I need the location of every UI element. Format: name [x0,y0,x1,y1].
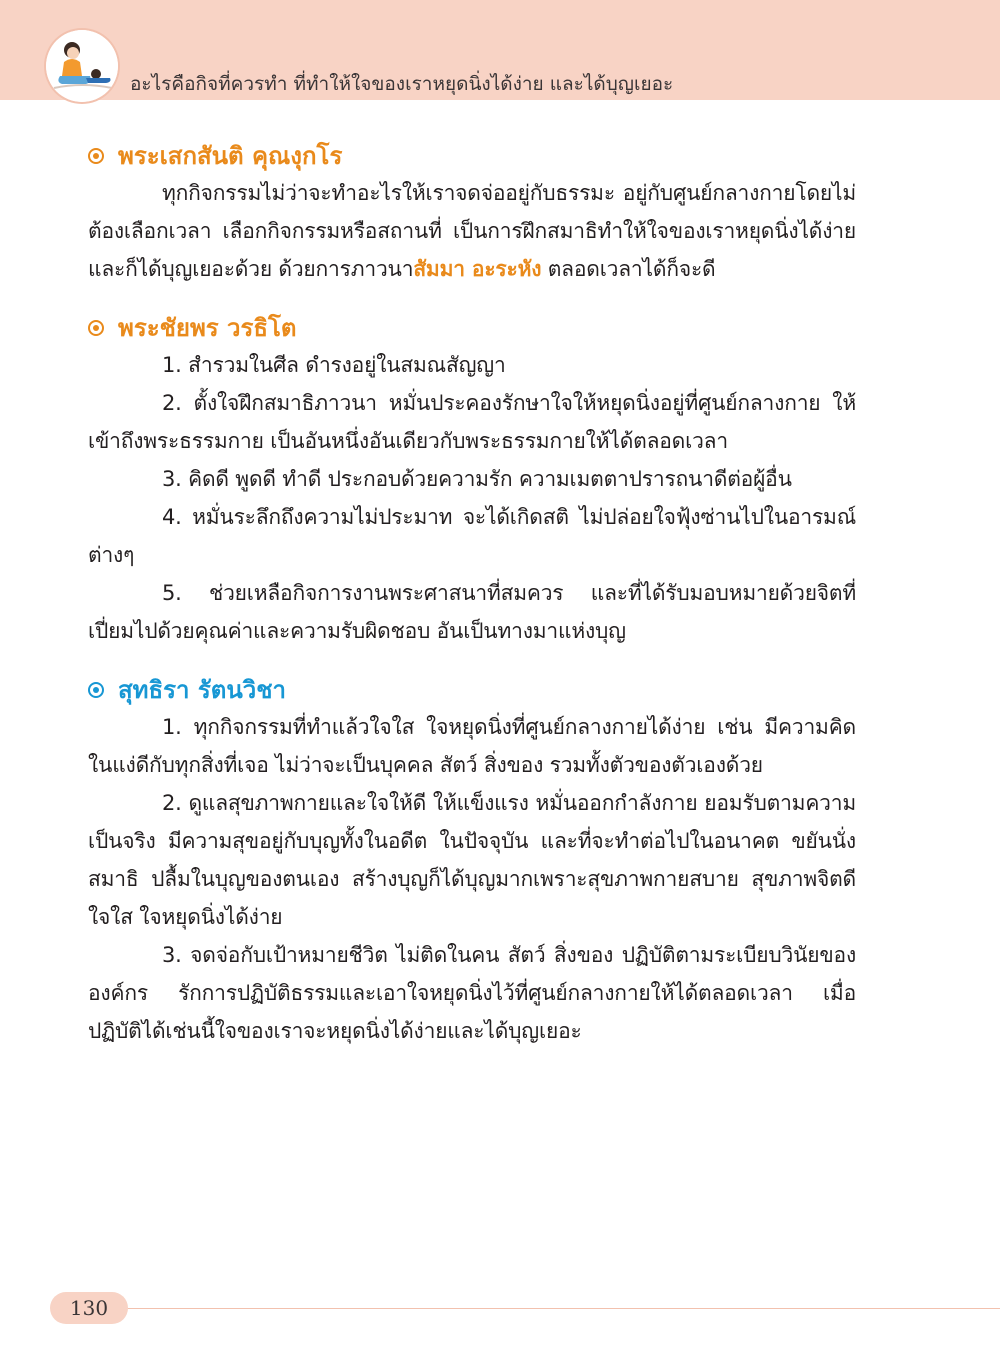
list-item: 5. ช่วยเหลือกิจการงานพระศาสนาที่สมควร และที่ได้รับมอบหมายด้วยจิตที่เปี่ยมไปด้วยคุณค่าและความรับผิดชอบ อันเป็นทางมาแห่งบุญ [88,581,856,643]
list-item: 3. จดจ่อกับเป้าหมายชีวิต ไม่ติดในคน สัตว์ สิ่งของ ปฏิบัติตามระเบียบวินัยขององค์กร รักการปฏิบัติธรรมและเอาใจหยุดนิ่งไว้ที่ศูนย์กลางกายให้ได้ตลอดเวลา เมื่อปฏิบัติได้เช่นนี้ใจของเราจะหยุดนิ่งได้ง่ายและได้บุญเยอะ [88,943,856,1043]
meditating-child-icon [46,30,118,102]
section-heading-text: สุทธิรา รัตนวิชา [118,676,286,704]
section-phra-seksanti [88,138,856,288]
footer-divider [120,1308,1000,1309]
list-item: 3. คิดดี พูดดี ทำดี ประกอบด้วยความรัก ความเมตตาปรารถนาดีต่อผู้อื่น [162,467,792,491]
main-content [88,138,856,1072]
meditating-child-illustration [46,30,118,102]
paragraph-text: ทุกกิจกรรมไม่ว่าจะทำอะไรให้เราจดจ่ออยู่กับธรรมะ อยู่กับศูนย์กลางกายโดยไม่ต้องเลือกเวลา เลือกกิจกรรมหรือสถานที่ เป็นการฝึกสมาธิทำให้ใจของเราหยุดนิ่งได้ง่ายและก็ได้บุญเยอะด้วย ด้วยการภาวนา [88,181,856,281]
list-item: 2. ตั้งใจฝึกสมาธิภาวนา หมั่นประคองรักษาใจให้หยุดนิ่งอยู่ที่ศูนย์กลางกาย ให้เข้าถึงพระธรรมกาย เป็นอันหนึ่งอันเดียวกับพระธรรมกายให้ได้ตลอดเวลา [88,391,856,453]
page-number: 130 [69,1296,109,1320]
highlighted-mantra: สัมมา อะระหัง [413,257,542,281]
section-heading-text: พระเสกสันติ คุณงุกโร [118,142,343,170]
running-header-title: อะไรคือกิจที่ควรทำ ที่ทำให้ใจของเราหยุดนิ่งได้ง่าย และได้บุญเยอะ [130,73,674,95]
circle-bullet-icon [88,682,104,698]
section-phra-chaiyaporn [88,310,856,650]
list-item: 4. หมั่นระลึกถึงความไม่ประมาท จะได้เกิดสติ ไม่ปล่อยใจฟุ้งซ่านไปในอารมณ์ต่างๆ [88,505,856,567]
section-heading-text: พระชัยพร วรธิโต [118,314,297,342]
circle-bullet-icon [88,148,104,164]
section-heading [88,672,856,708]
list-item: 1. สำรวมในศีล ดำรงอยู่ในสมณสัญญา [162,353,506,377]
list-item: 2. ดูแลสุขภาพกายและใจให้ดี ให้แข็งแรง หมั่นออกกำลังกาย ยอมรับตามความเป็นจริง มีความสุขอยู่กับบุญทั้งในอดีต ในปัจจุบัน และที่จะทำต่อไปในอนาคต ขยันนั่งสมาธิ ปลื้มในบุญของตนเอง สร้างบุญก็ได้บุญมากเพราะสุขภาพกายสบาย สุขภาพจิตดี ใจใส ใจหยุดนิ่งได้ง่าย [88,791,856,929]
circle-bullet-icon [88,320,104,336]
list-item: 1. ทุกกิจกรรมที่ทำแล้วใจใส ใจหยุดนิ่งที่ศูนย์กลางกายได้ง่าย เช่น มีความคิดในแง่ดีกับทุกสิ่งที่เจอ ไม่ว่าจะเป็นบุคคล สัตว์ สิ่งของ รวมทั้งตัวของตัวเองด้วย [88,715,856,777]
section-paragraph [88,174,856,288]
section-heading [88,310,856,346]
section-heading [88,138,856,174]
paragraph-text-end: ตลอดเวลาได้ก็จะดี [541,257,716,281]
section-suttira [88,672,856,1050]
